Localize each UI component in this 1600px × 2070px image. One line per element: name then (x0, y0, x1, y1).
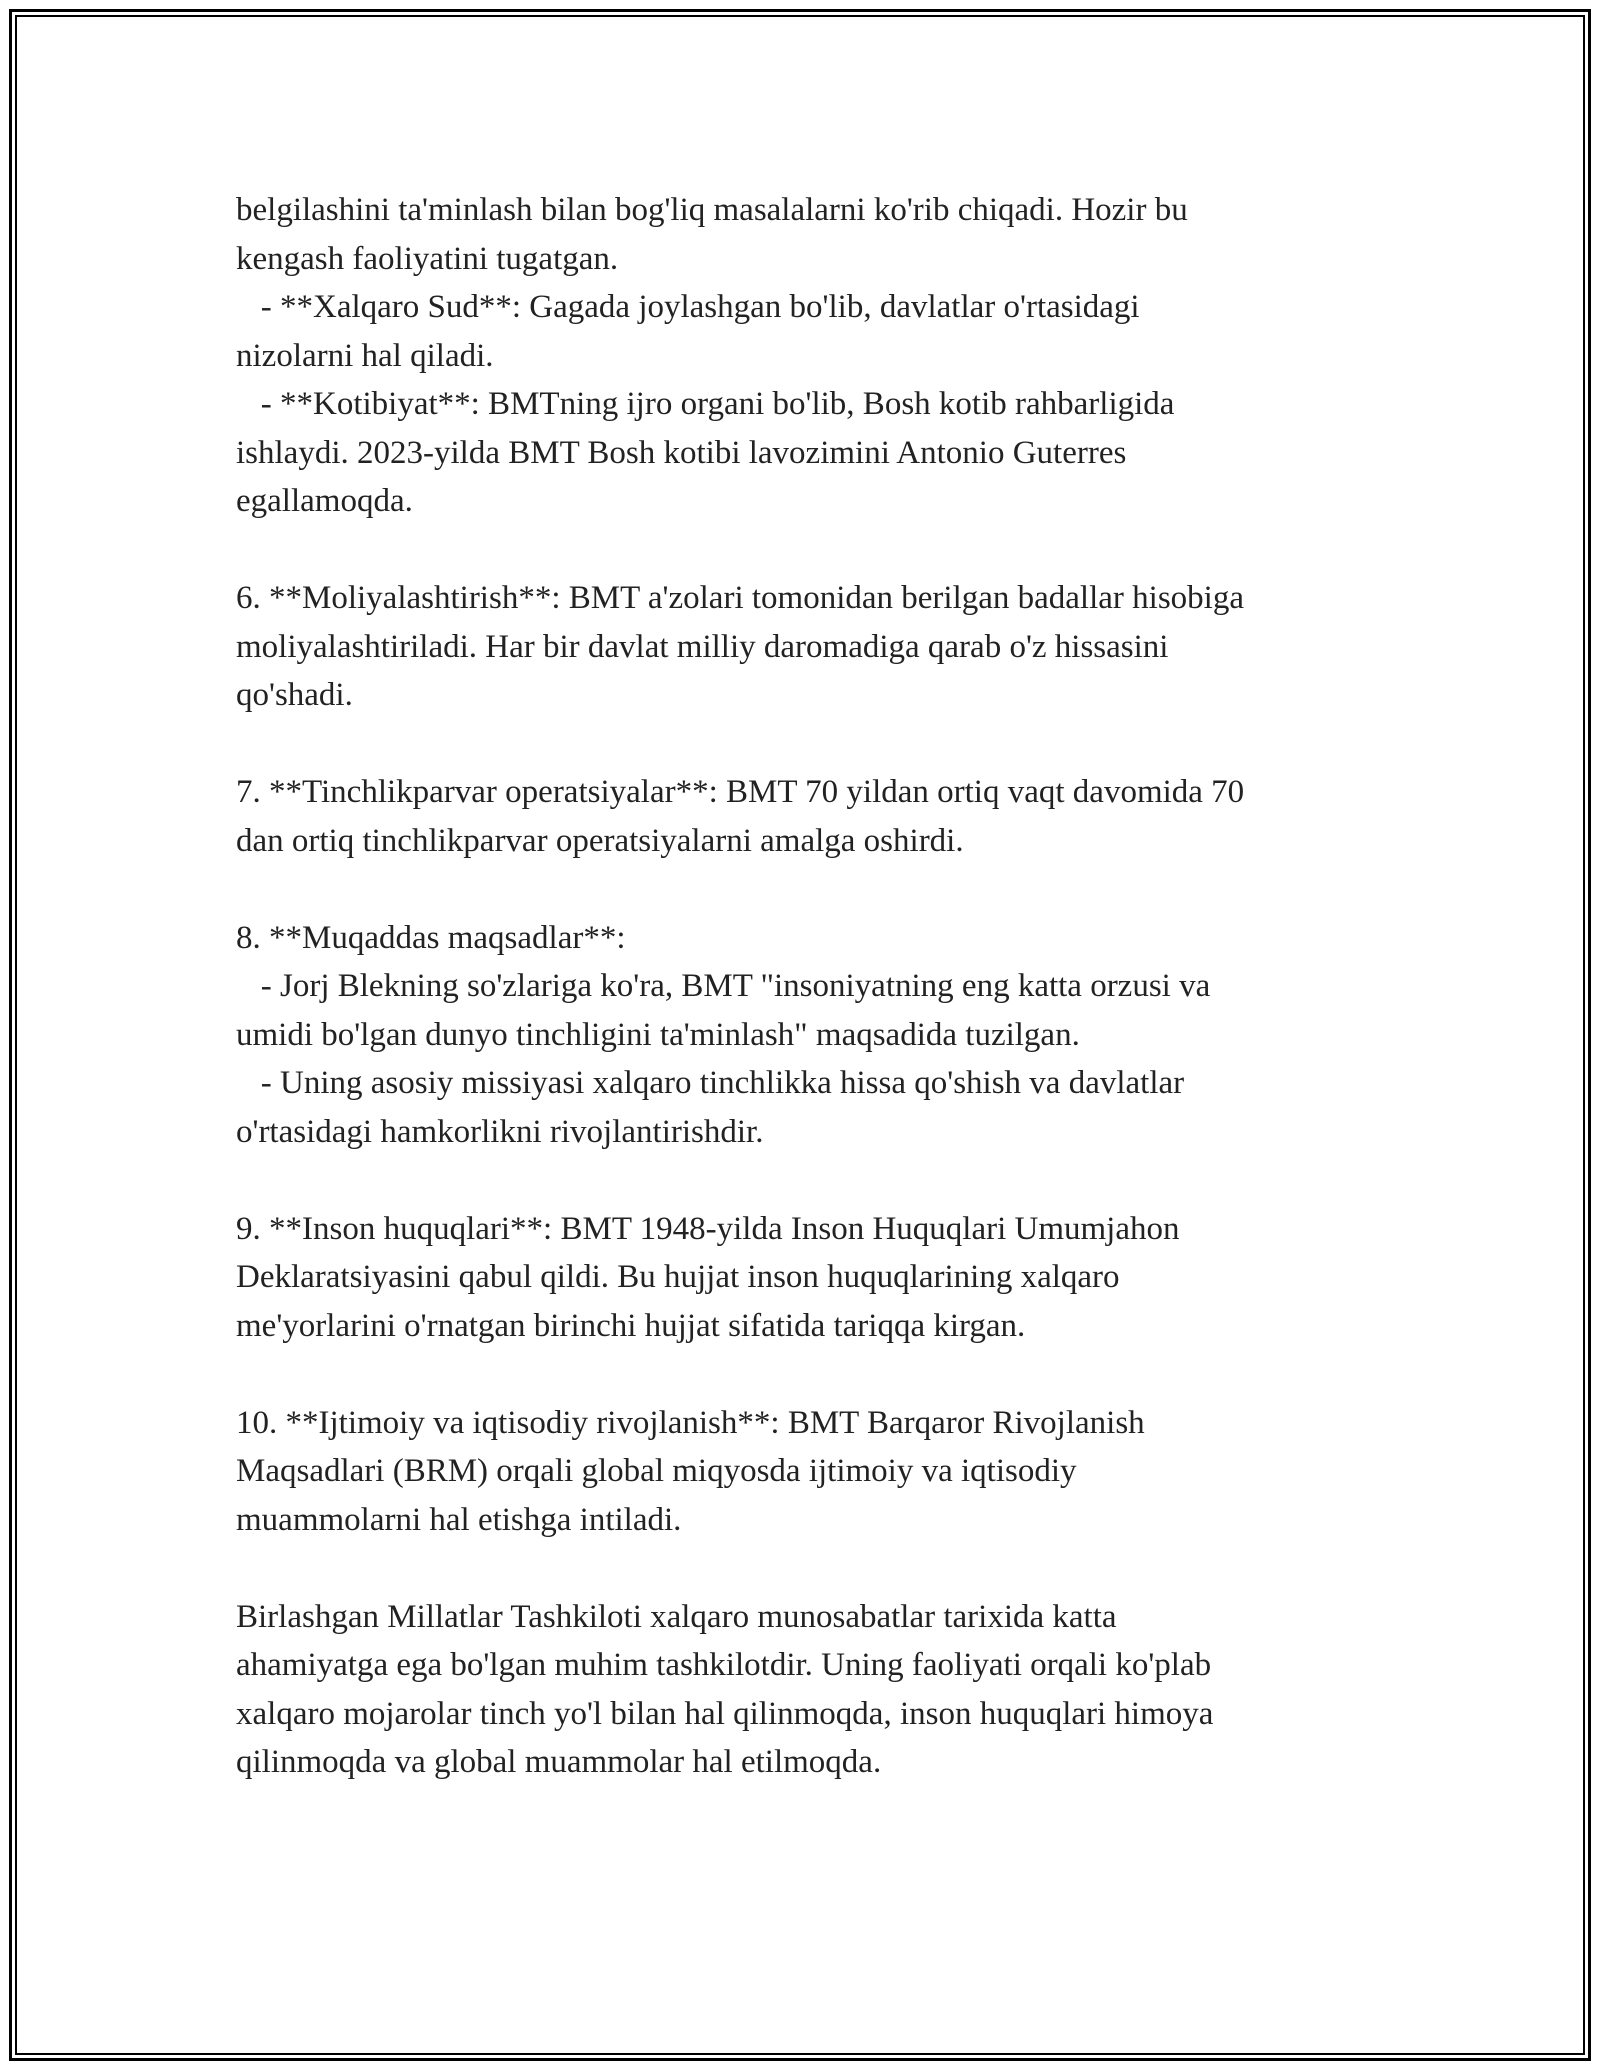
paragraph-gap (236, 1544, 1416, 1593)
text-line: me'yorlarini o'rnatgan birinchi hujjat sifatida tariqqa kirgan. (236, 1307, 1026, 1344)
text-line: ishlaydi. 2023-yilda BMT Bosh kotibi lavozimini Antonio Guterres (236, 434, 1127, 471)
text-line: o'rtasidagi hamkorlikni rivojlantirishdir. (236, 1113, 764, 1150)
text-line: dan ortiq tinchlikparvar operatsiyalarni amalga oshirdi. (236, 822, 964, 859)
text-line: Maqsadlari (BRM) orqali global miqyosda ijtimoiy va iqtisodiy (236, 1453, 1077, 1489)
text-line: 7. **Tinchlikparvar operatsiyalar**: BMT 70 yildan ortiq vaqt davomida 70 (236, 774, 1245, 810)
paragraph-gap (236, 1350, 1416, 1399)
document-body (236, 186, 1416, 1787)
text-line: Birlashgan Millatlar Tashkiloti xalqaro munosabatlar tarixida katta (236, 1598, 1117, 1635)
text-line: Deklaratsiyasini qabul qildi. Bu hujjat inson huquqlarining xalqaro (236, 1259, 1120, 1295)
text-line: ahamiyatga ega bo'lgan muhim tashkilotdir. Uning faoliyati orqali ko'plab (236, 1647, 1212, 1683)
text-line: egallamoqda. (236, 483, 413, 519)
text-line: 8. **Muqaddas maqsadlar**: (236, 919, 626, 956)
text-line: qilinmoqda va global muammolar hal etilmoqda. (236, 1744, 882, 1780)
text-line: - **Xalqaro Sud**: Gagada joylashgan bo'lib, davlatlar o'rtasidagi (236, 289, 1140, 325)
text-line: muammolarni hal etishga intiladi. (236, 1501, 682, 1538)
text-line: - **Kotibiyat**: BMTning ijro organi bo'lib, Bosh kotib rahbarligida (236, 386, 1175, 422)
text-line: xalqaro mojarolar tinch yo'l bilan hal qilinmoqda, inson huquqlari himoya (236, 1695, 1214, 1732)
text-line: nizolarni hal qiladi. (236, 337, 494, 374)
text-line: moliyalashtiriladi. Har bir davlat milliy daromadiga qarab o'z hissasini (236, 628, 1169, 665)
text-line: umidi bo'lgan dunyo tinchligini ta'minlash" maqsadida tuzilgan. (236, 1016, 1080, 1053)
paragraph-gap (236, 865, 1416, 914)
paragraph-gap (236, 720, 1416, 769)
text-line: kengash faoliyatini tugatgan. (236, 240, 619, 277)
paragraph-gap (236, 1156, 1416, 1205)
text-line: 6. **Moliyalashtirish**: BMT a'zolari tomonidan berilgan badallar hisobiga (236, 580, 1244, 616)
text-line: - Uning asosiy missiyasi xalqaro tinchlikka hissa qo'shish va davlatlar (236, 1065, 1185, 1101)
text-line: 10. **Ijtimoiy va iqtisodiy rivojlanish**: BMT Barqaror Rivojlanish (236, 1404, 1145, 1441)
text-line: 9. **Inson huquqlari**: BMT 1948-yilda Inson Huquqlari Umumjahon (236, 1210, 1180, 1247)
text-line: belgilashini ta'minlash bilan bog'liq masalalarni ko'rib chiqadi. Hozir bu (236, 192, 1188, 228)
paragraph-gap (236, 526, 1416, 575)
text-line: qo'shadi. (236, 677, 353, 713)
text-line: - Jorj Blekning so'zlariga ko'ra, BMT "insoniyatning eng katta orzusi va (236, 968, 1211, 1004)
